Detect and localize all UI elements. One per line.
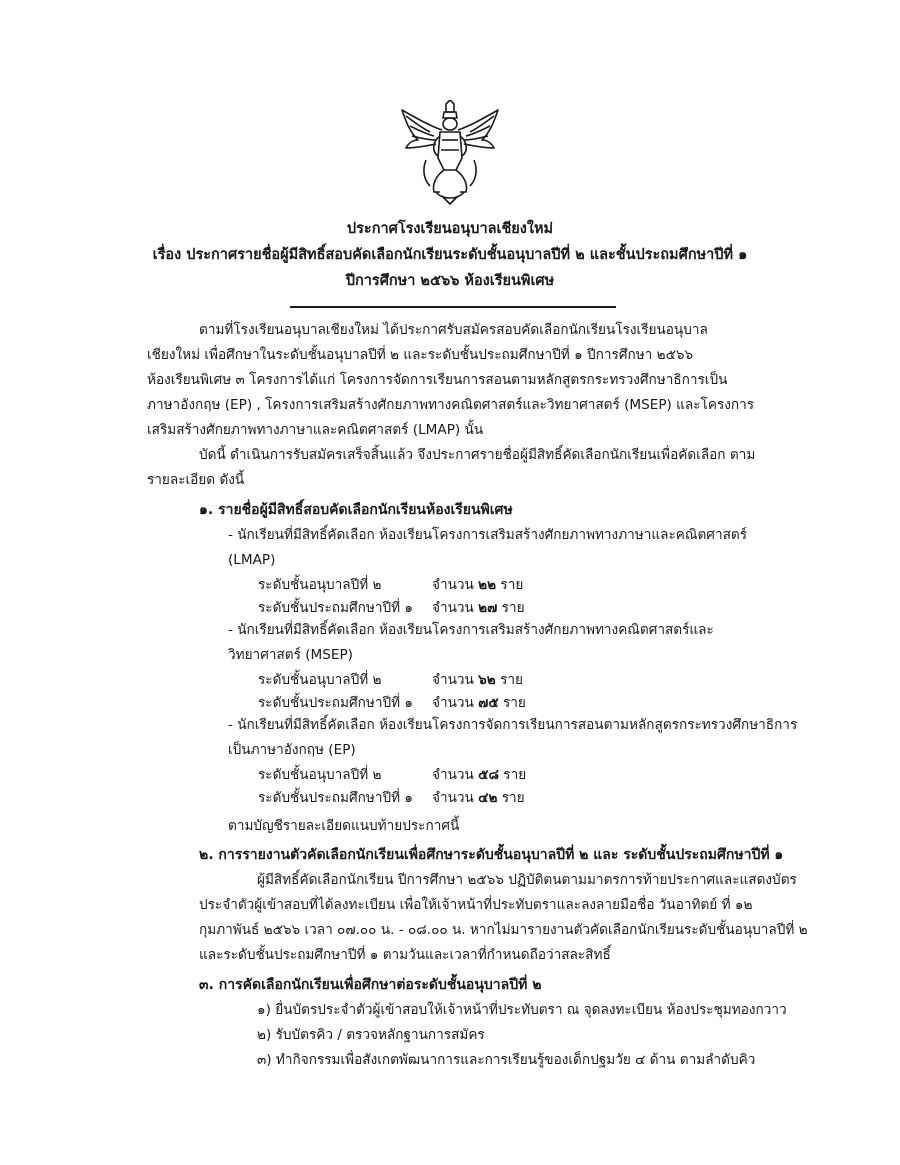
level-label: ระดับชั้นประถมศึกษาปีที่ ๑ [258,695,413,711]
announcement-subject: เรื่อง ประกาศรายชื่อผู้มีสิทธิ์สอบคัดเลือกนักเรียนระดับชั้นอนุบาลปีที่ ๒ และชั้นประถมศึกษาปีที่ ๑ [152,247,748,263]
count-value: จำนวน ๒๗ ราย [432,600,525,616]
group-msep-line: - นักเรียนที่มีสิทธิ์คัดเลือก ห้องเรียนโครงการเสริมสร้างศักยภาพทางคณิตศาสตร์และ [228,622,714,638]
group-msep-line: วิทยาศาสตร์ (MSEP) [228,647,353,663]
intro-line: เสริมสร้างศักยภาพทางภาษาและคณิตศาสตร์ (LMAP) นั้น [147,422,484,438]
intro-line: บัดนี้ ดำเนินการรับสมัครเสร็จสิ้นแล้ว จึงประกาศรายชื่อผู้มีสิทธิ์คัดเลือกนักเรียนเพื่อคัดเลือก ตาม [199,447,756,463]
header-divider [290,306,616,308]
section-3-item: ๑) ยื่นบัตรประจำตัวผู้เข้าสอบให้เจ้าหน้าที่ประทับตรา ณ จุดลงทะเบียน ห้องประชุมทองกวาว [257,1002,787,1018]
announcement-title: ประกาศโรงเรียนอนุบาลเชียงใหม่ [346,221,554,237]
section-3-item: ๓) ทำกิจกรรมเพื่อสังเกตพัฒนาการและการเรียนรู้ของเด็กปฐมวัย ๔ ด้าน ตามลำดับคิว [257,1052,756,1068]
group-lmap-line: (LMAP) [228,552,276,568]
section-2-line: ผู้มีสิทธิ์คัดเลือกนักเรียน ปีการศึกษา ๒๕๖๖ ปฏิบัติตนตามมาตรการท้ายประกาศและแสดงบัตร [257,872,797,888]
level-label: ระดับชั้นอนุบาลปีที่ ๒ [258,672,382,688]
attachment-note: ตามบัญชีรายละเอียดแนบท้ายประกาศนี้ [228,818,460,834]
intro-line: ตามที่โรงเรียนอนุบาลเชียงใหม่ ได้ประกาศรับสมัครสอบคัดเลือกนักเรียนโรงเรียนอนุบาล [199,322,708,338]
count-value: จำนวน ๕๘ ราย [432,767,527,783]
count-value: จำนวน ๖๒ ราย [432,672,523,688]
group-ep-line: - นักเรียนที่มีสิทธิ์คัดเลือก ห้องเรียนโครงการจัดการเรียนการสอนตามหลักสูตรกระทรวงศึกษาธิการ [228,717,798,733]
section-2-line: กุมภาพันธ์ ๒๕๖๖ เวลา ๐๗.๐๐ น. - ๐๘.๐๐ น. หากไม่มารายงานตัวคัดเลือกนักเรียนระดับชั้นอนุบาลปีที่ ๒ [199,922,808,938]
intro-line: ห้องเรียนพิเศษ ๓ โครงการได้แก่ โครงการจัดการเรียนการสอนตามหลักสูตรกระทรวงศึกษาธิการเป็น [147,372,728,388]
section-2-line: และระดับชั้นประถมศึกษาปีที่ ๑ ตามวันและเวลาที่กำหนดถือว่าสละสิทธิ์ [199,947,611,963]
level-label: ระดับชั้นอนุบาลปีที่ ๒ [258,577,382,593]
intro-line: เชียงใหม่ เพื่อศึกษาในระดับชั้นอนุบาลปีที่ ๒ และระดับชั้นประถมศึกษาปีที่ ๑ ปีการศึกษา ๒๕๖๖ [147,347,694,363]
section-1-title: ๑. รายชื่อผู้มีสิทธิ์สอบคัดเลือกนักเรียนห้องเรียนพิเศษ [199,502,513,518]
level-label: ระดับชั้นประถมศึกษาปีที่ ๑ [258,600,413,616]
level-label: ระดับชั้นประถมศึกษาปีที่ ๑ [258,790,413,806]
garuda-emblem-icon [396,100,504,206]
section-2-title: ๒. การรายงานตัวคัดเลือกนักเรียนเพื่อศึกษาระดับชั้นอนุบาลปีที่ ๒ และ ระดับชั้นประถมศึกษาปีที่ ๑ [199,847,784,863]
section-3-title: ๓. การคัดเลือกนักเรียนเพื่อศึกษาต่อระดับชั้นอนุบาลปีที่ ๒ [199,977,542,993]
count-value: จำนวน ๒๒ ราย [432,577,524,593]
section-3-item: ๒) รับบัตรคิว / ตรวจหลักฐานการสมัคร [257,1027,485,1043]
level-label: ระดับชั้นอนุบาลปีที่ ๒ [258,767,382,783]
announcement-year: ปีการศึกษา ๒๕๖๖ ห้องเรียนพิเศษ [345,273,555,289]
group-lmap-line: - นักเรียนที่มีสิทธิ์คัดเลือก ห้องเรียนโครงการเสริมสร้างศักยภาพทางภาษาและคณิตศาสตร์ [228,527,747,543]
intro-line: รายละเอียด ดังนี้ [147,472,245,488]
count-value: จำนวน ๔๒ ราย [432,790,525,806]
group-ep-line: เป็นภาษาอังกฤษ (EP) [228,742,356,758]
count-value: จำนวน ๗๕ ราย [432,695,526,711]
intro-line: ภาษาอังกฤษ (EP) , โครงการเสริมสร้างศักยภาพทางคณิตศาสตร์และวิทยาศาสตร์ (MSEP) และโครงการ [147,397,755,413]
section-2-line: ประจำตัวผู้เข้าสอบที่ได้ลงทะเบียน เพื่อให้เจ้าหน้าที่ประทับตราและลงลายมือชื่อ วันอาทิตย์ ที่ ๑๒ [199,897,753,913]
